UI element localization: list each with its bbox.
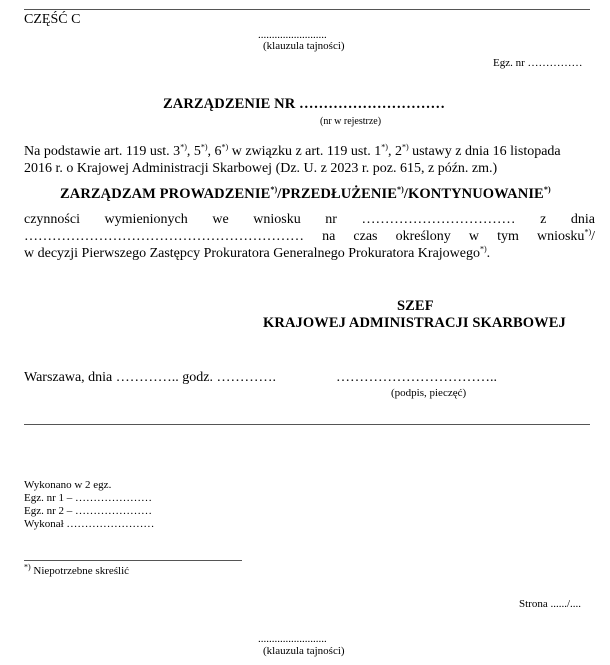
register-number-label: (nr w rejestrze) [320,116,382,127]
copies-made: Wykonano w 2 egz. [24,479,112,491]
document-title: ZARZĄDZENIE NR ………………………… [163,96,446,112]
order-heading: ZARZĄDZAM PROWADZENIE*)/PRZEDŁUŻENIE*)/KONTYNUOWANIE*) [60,185,551,202]
page-number: Strona ....../.... [519,598,582,610]
legal-basis-line1: Na podstawie art. 119 ust. 3*), 5*), 6*) w związku z art. 119 ust. 1*), 2*) ustawy z dnia 16 listopada [24,142,561,159]
copy-2: Egz. nr 2 – ………………… [24,505,153,517]
clause-dots-bottom: ......................... [258,633,327,645]
middle-rule [24,424,590,425]
signature-label: (podpis, pieczęć) [391,387,467,399]
footnote-rule [24,560,242,561]
legal-basis-line2: 2016 r. o Krajowej Administracji Skarbowej (Dz. U. z 2023 r. poz. 615, z późn. zm.) [24,161,498,176]
made-by: Wykonał …………………… [24,518,155,530]
copy-number: Egz. nr …………… [493,57,583,69]
clause-dots-top: ......................... [258,29,327,41]
section-label: CZĘŚĆ C [24,12,81,27]
place-date-time: Warszawa, dnia ………….. godz. …………. [24,370,276,385]
order-text-line2: …………………………………………………… na czas określony w tym wniosku*)/ [24,227,595,244]
signatory-institution: KRAJOWEJ ADMINISTRACJI SKARBOWEJ [263,315,566,331]
clause-label-top: (klauzula tajności) [263,40,345,52]
signature-dots: …………………………….. [336,370,497,385]
footnote: *) Niepotrzebne skreślić [24,562,130,577]
clause-label-bottom: (klauzula tajności) [263,645,345,657]
copy-1: Egz. nr 1 – ………………… [24,492,153,504]
order-text-line3: w decyzji Pierwszego Zastępcy Prokuratora Generalnego Prokuratora Krajowego*). [24,244,491,261]
signatory-title: SZEF [397,298,434,314]
order-text-line1: czynności wymienionych we wniosku nr …………………………… z dnia [24,212,595,227]
top-rule [24,9,590,10]
